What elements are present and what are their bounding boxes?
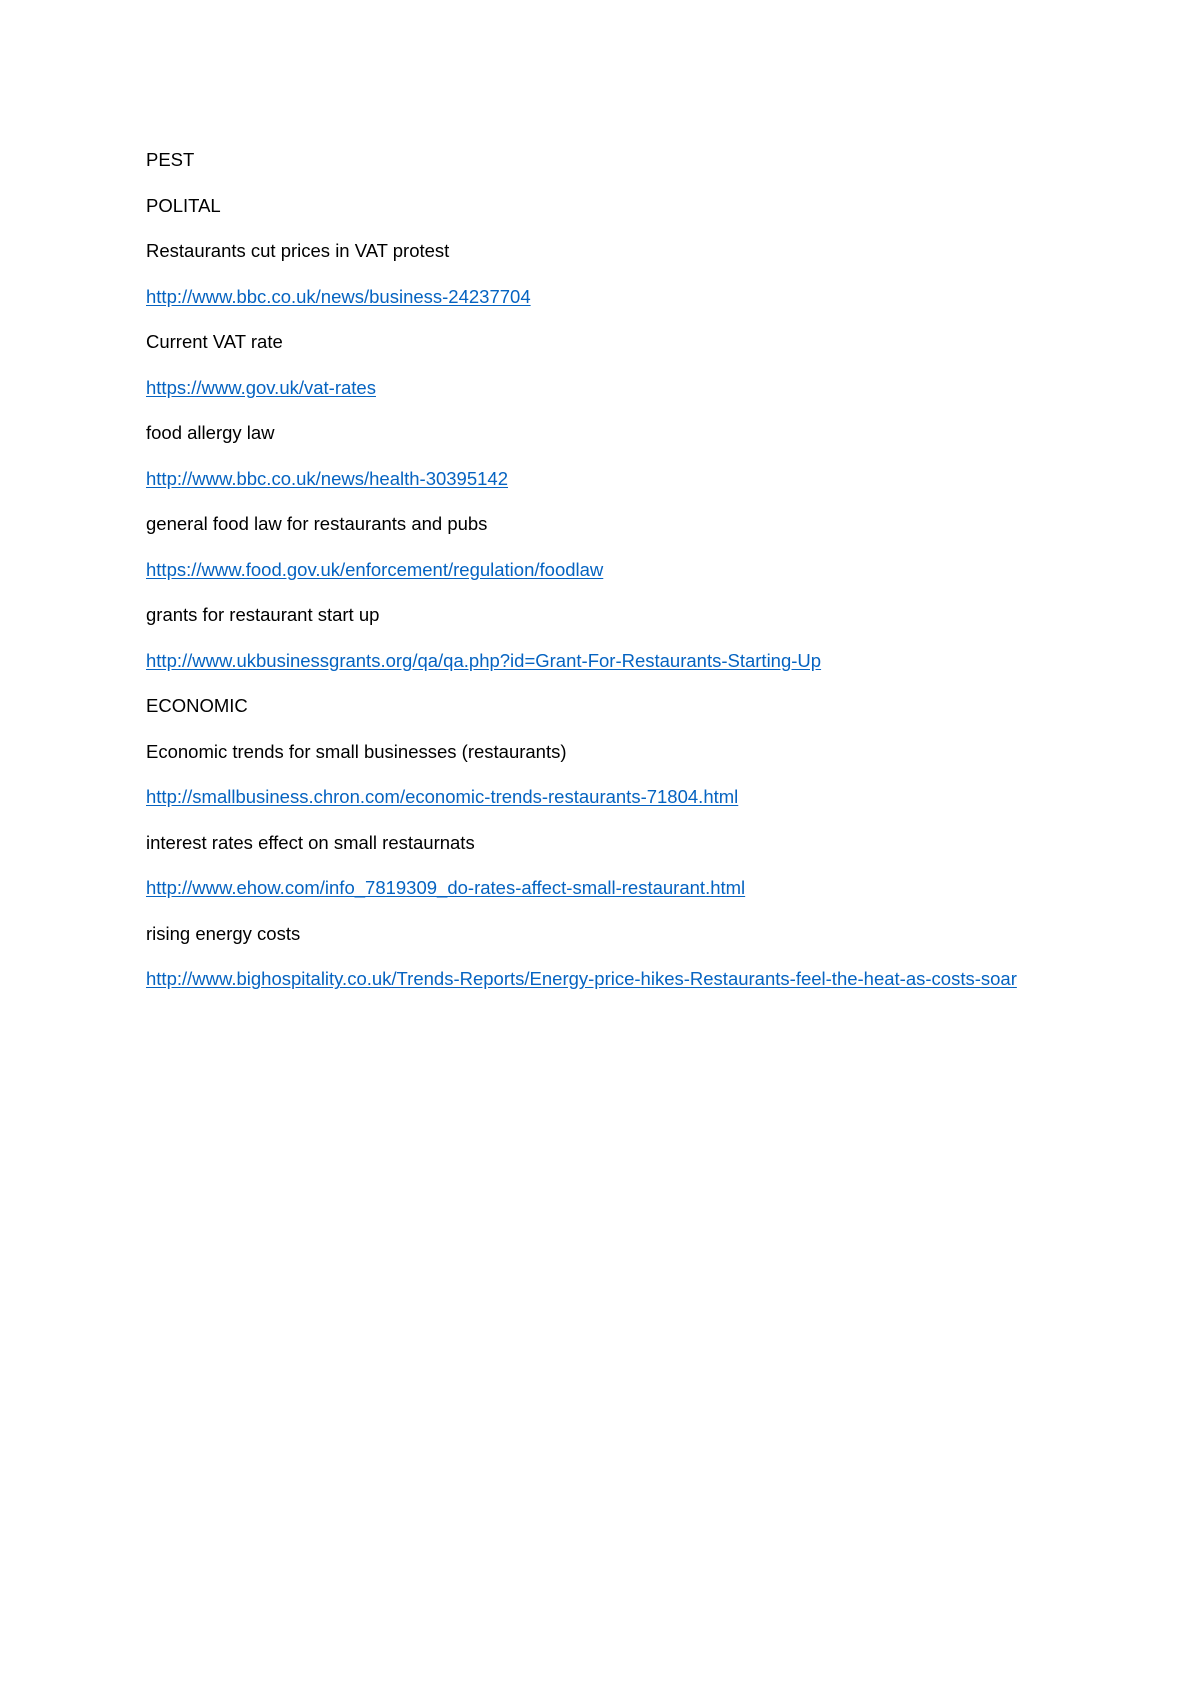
- item-link[interactable]: http://www.ukbusinessgrants.org/qa/qa.php?id=Grant-For-Restaurants-Starting-Up: [146, 649, 822, 671]
- item-link[interactable]: http://smallbusiness.chron.com/economic-trends-restaurants-71804.html: [146, 786, 739, 807]
- item-link[interactable]: http://www.bbc.co.uk/news/health-30395142: [146, 467, 509, 489]
- document-title: PEST: [146, 149, 195, 170]
- item-link[interactable]: https://www.gov.uk/vat-rates: [146, 376, 376, 398]
- item-label: Restaurants cut prices in VAT protest: [146, 240, 450, 261]
- document-body: [146, 146, 1046, 1011]
- item-label: grants for restaurant start up: [146, 604, 380, 625]
- item-label: food allergy law: [146, 422, 275, 443]
- item-label: Current VAT rate: [146, 331, 283, 352]
- item-label: general food law for restaurants and pubs: [146, 513, 488, 534]
- item-label: interest rates effect on small restaurnats: [146, 831, 475, 853]
- item-link[interactable]: http://www.bbc.co.uk/news/business-24237704: [146, 285, 531, 307]
- item-link[interactable]: http://www.bighospitality.co.uk/Trends-Reports/Energy-price-hikes-Restaurants-feel-the-heat-as-costs-soar: [146, 968, 1017, 989]
- item-label: Economic trends for small businesses (restaurants): [146, 740, 567, 762]
- item-link[interactable]: https://www.food.gov.uk/enforcement/regulation/foodlaw: [146, 558, 604, 580]
- item-label: rising energy costs: [146, 922, 301, 944]
- section-heading-political: POLITAL: [146, 194, 221, 216]
- item-link[interactable]: http://www.ehow.com/info_7819309_do-rates-affect-small-restaurant.html: [146, 877, 746, 898]
- section-heading-economic: ECONOMIC: [146, 695, 248, 716]
